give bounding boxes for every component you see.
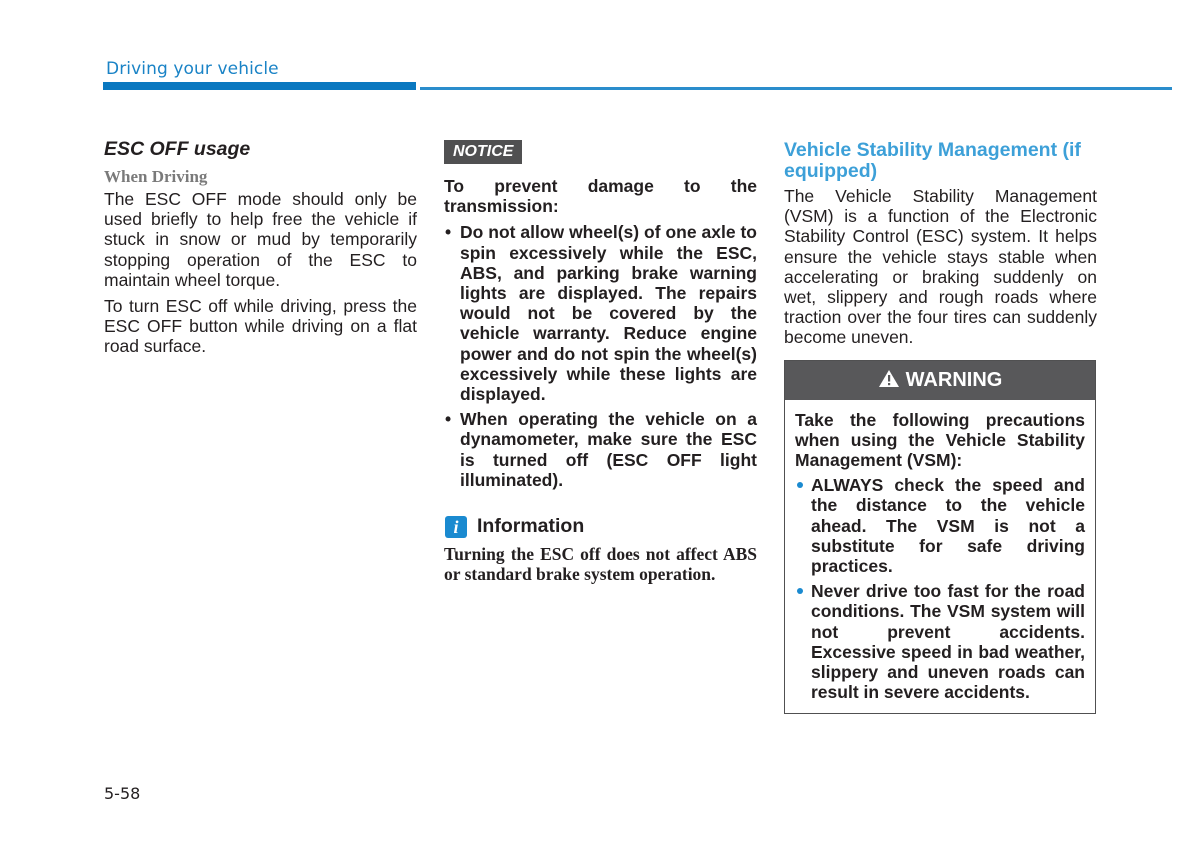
header-rule: [420, 87, 1172, 90]
warning-body: [785, 400, 1095, 714]
warning-intro: Take the following precautions when using the Vehicle Stability Management (VSM):: [795, 409, 1085, 471]
information-title: Information: [477, 515, 585, 538]
information-heading: [445, 515, 757, 538]
header-accent-bar: [103, 82, 416, 90]
notice-list-item: • When operating the vehicle on a dynamometer, make sure the ESC is turned off (ESC OFF light illuminated).: [445, 409, 757, 490]
column-esc-off-usage: [104, 136, 417, 363]
information-text: Turning the ESC off does not affect ABS or standard brake system operation.: [444, 544, 757, 585]
warning-box: [784, 360, 1096, 715]
notice-list-item: • Do not allow wheel(s) of one axle to spin excessively while the ESC, ABS, and parking brake warning lights are displayed. The repairs would not be covered by the vehicle warranty. Reduce engine power and do not spin the wheel(s) excessively while these lights are displayed.: [445, 222, 757, 405]
page-number: 5-58: [104, 784, 141, 803]
when-driving-subheading: When Driving: [104, 167, 208, 186]
notice-badge: NOTICE: [444, 140, 522, 164]
bullet-icon: •: [445, 409, 452, 430]
notice-intro: To prevent damage to the transmission:: [444, 176, 757, 217]
warning-list-item: Never drive too fast for the road conditions. The VSM system will not prevent accidents. Excessive speed in bad weather, slippery and uneven roads can result in severe accidents.: [795, 581, 1085, 702]
blue-bullet-icon: [797, 588, 803, 594]
esc-off-paragraph: The ESC OFF mode should only be used briefly to help free the vehicle if stuck in snow or mud by temporarily stopping operation of the ESC to maintain wheel torque.: [104, 189, 417, 290]
column-vsm: [784, 136, 1097, 714]
warning-header: [785, 361, 1095, 400]
esc-off-paragraph: To turn ESC off while driving, press the ESC OFF button while driving on a flat road surface.: [104, 296, 417, 357]
esc-off-usage-heading: ESC OFF usage: [104, 138, 251, 160]
blue-bullet-icon: [797, 482, 803, 488]
warning-list: [795, 475, 1085, 702]
section-title: Driving your vehicle: [106, 59, 279, 79]
warning-triangle-icon: [878, 363, 900, 402]
vsm-heading: Vehicle Stability Management (if equipped): [784, 139, 1081, 182]
bullet-icon: •: [445, 222, 452, 243]
vsm-paragraph: The Vehicle Stability Management (VSM) is a function of the Electronic Stability Control (ESC) system. It helps ensure the vehicle stays stable when accelerating or braking suddenly on wet, slippery and rough roads where traction over the four tires can suddenly become uneven.: [784, 186, 1097, 348]
warning-title: WARNING: [905, 368, 1003, 391]
column-notice-information: [444, 136, 757, 584]
warning-list-item: ALWAYS check the speed and the distance to the vehicle ahead. The VSM is not a substitute for safe driving practices.: [795, 475, 1085, 576]
notice-list: [444, 222, 757, 490]
information-icon: i: [445, 516, 467, 538]
